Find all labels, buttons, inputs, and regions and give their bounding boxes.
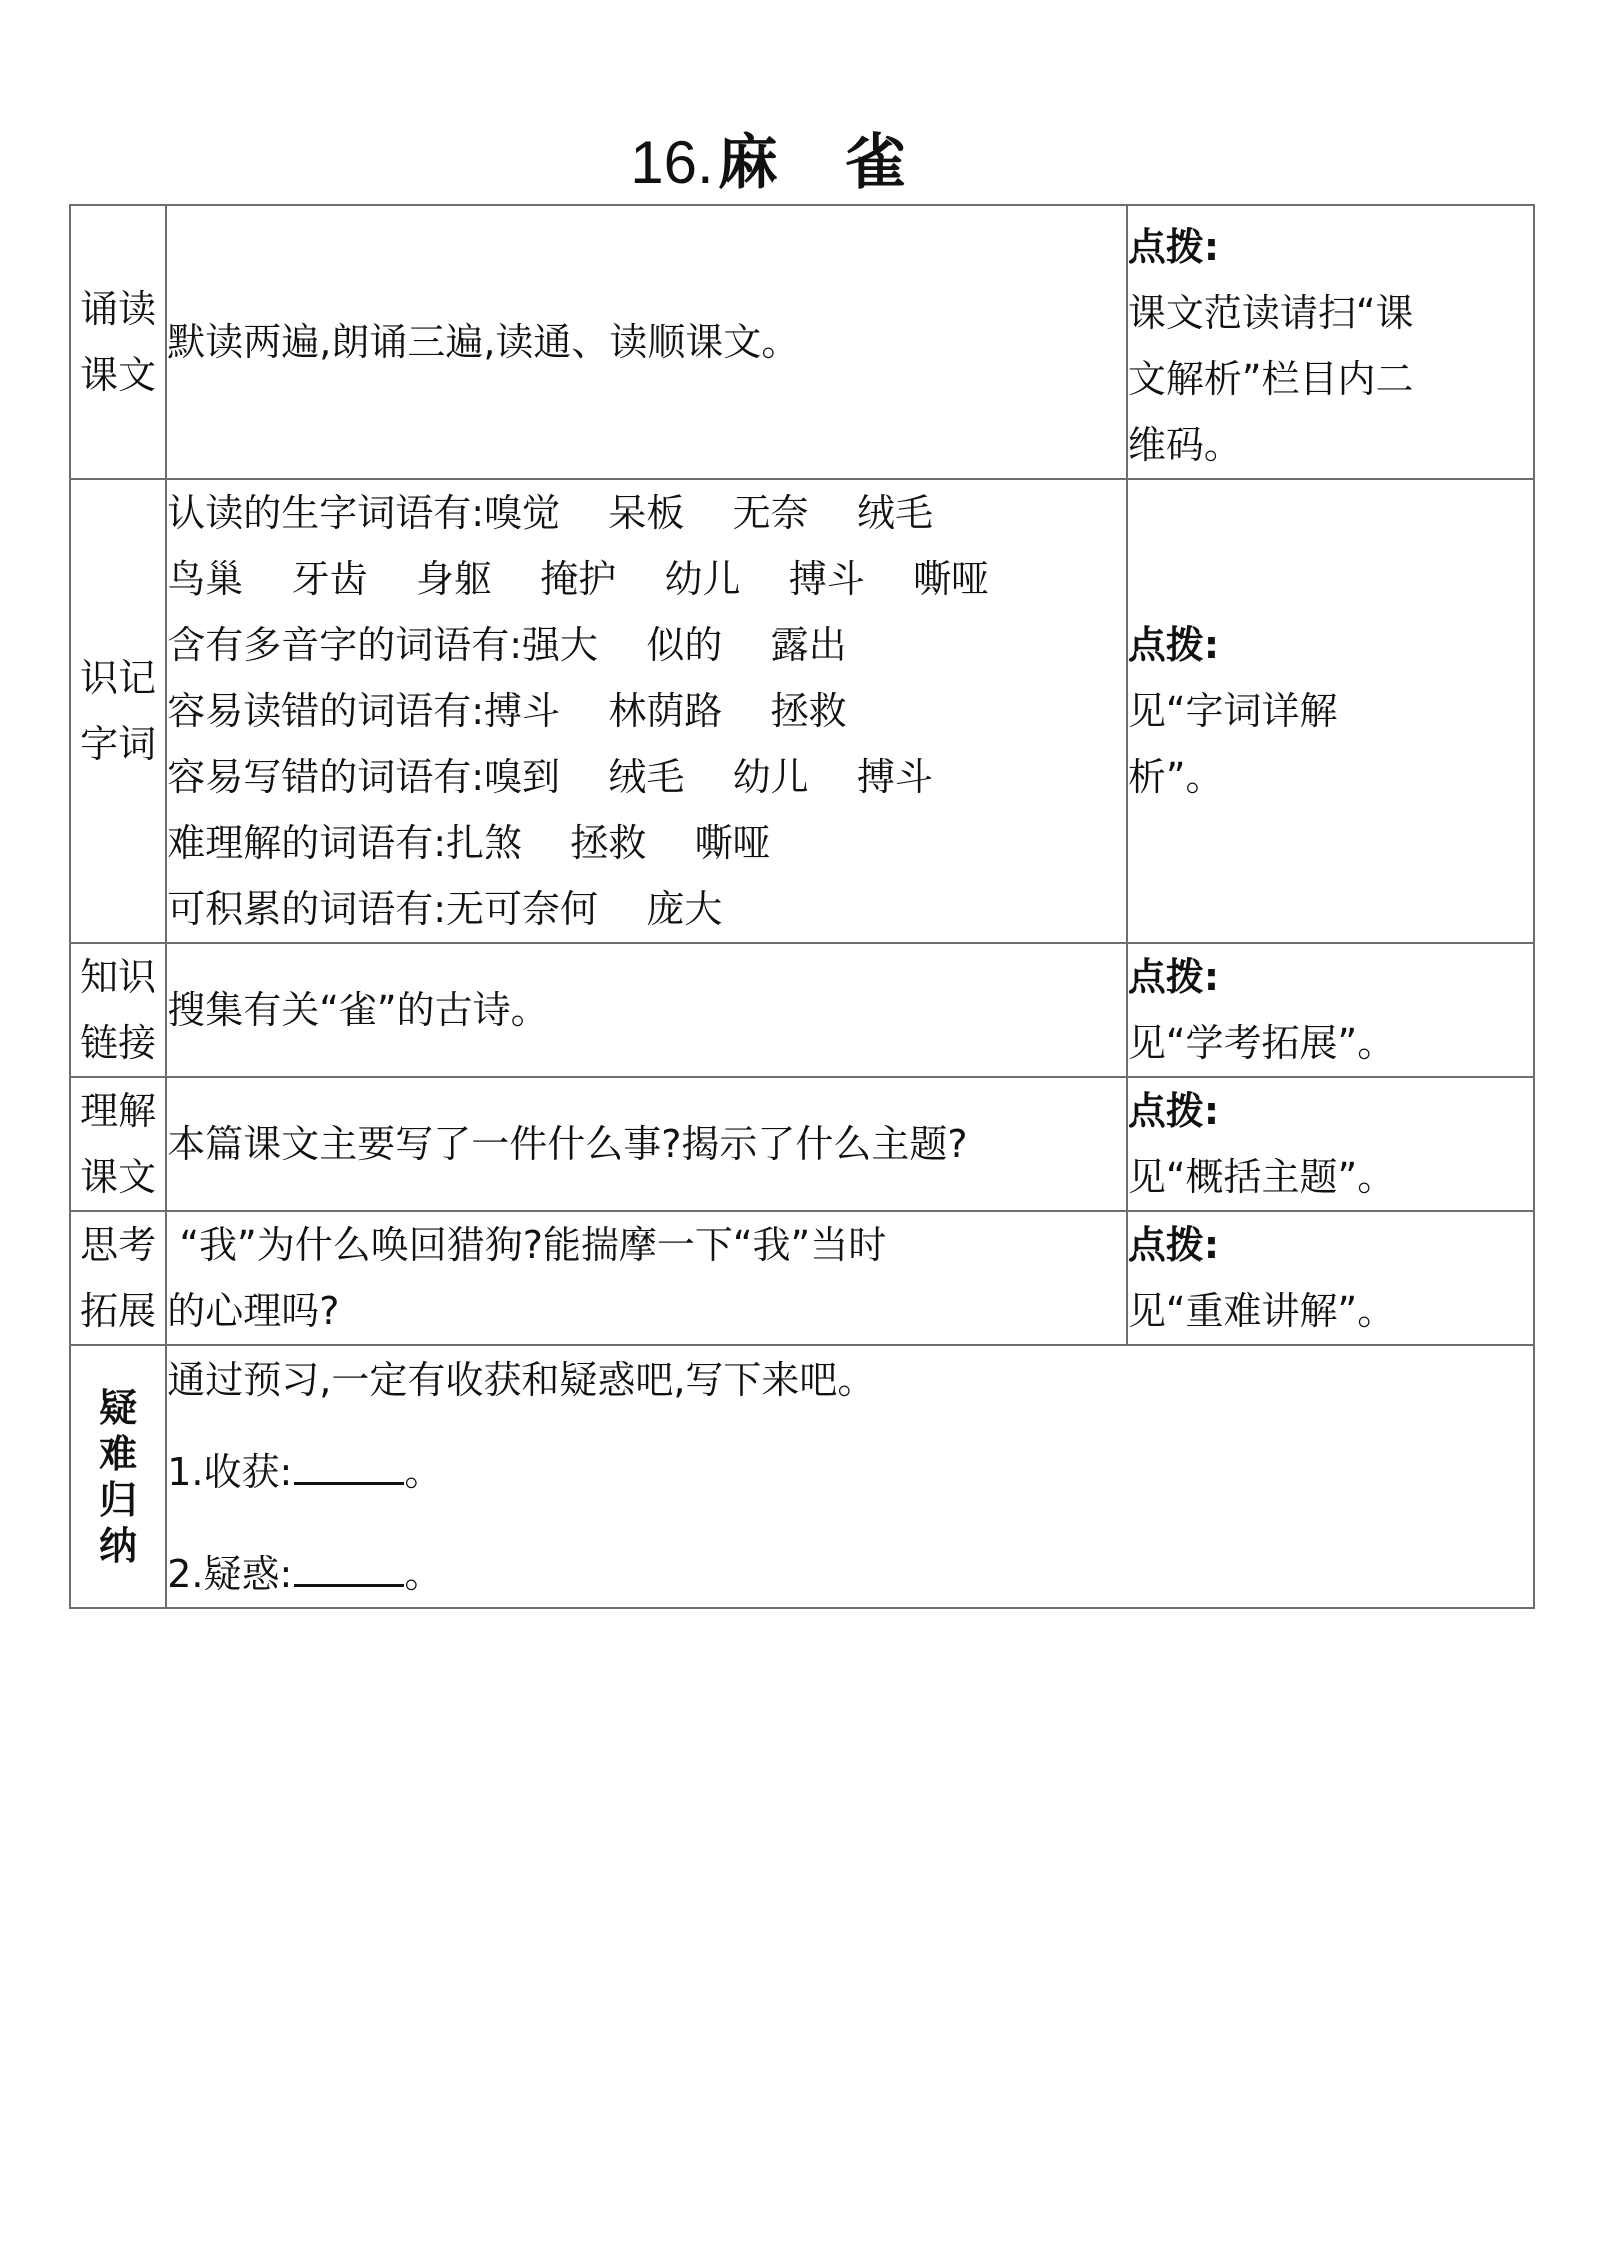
content-line: 认读的生字词语有:嗅觉 呆板 无奈 绒毛: [167, 491, 934, 535]
row-label-line: 课文: [80, 353, 157, 397]
row-label-line: 拓展: [80, 1289, 157, 1333]
content-line: 可积累的词语有:无可奈何 庞大: [167, 887, 723, 931]
content-line: 容易写错的词语有:嗅到 绒毛 幼儿 搏斗: [167, 755, 934, 799]
row-content: [166, 479, 1127, 943]
tip-line: 见“概括主题”。: [1127, 1155, 1396, 1199]
gain-label: 1.收获:: [167, 1450, 293, 1494]
row-content: [166, 205, 1127, 479]
table-row: [70, 943, 1534, 1077]
doubt-line: [167, 1542, 1533, 1606]
row-tip: [1127, 205, 1534, 479]
table-row: [70, 1077, 1534, 1211]
row-label-line: 思考: [80, 1223, 157, 1267]
content-line: 默读两遍,朗诵三遍,读通、读顺课文。: [167, 320, 800, 364]
gain-answer-blank[interactable]: [294, 1444, 404, 1485]
study-table: [69, 204, 1535, 1609]
tip-line: 见“学考拓展”。: [1127, 1021, 1396, 1065]
content-line: 难理解的词语有:扎煞 拯救 嘶哑: [167, 821, 771, 865]
row-label-char: 疑: [99, 1385, 138, 1430]
tip-head: 点拨:: [1127, 1223, 1220, 1267]
content-line: 容易读错的词语有:搏斗 林荫路 拯救: [167, 689, 847, 733]
content-line: “我”为什么唤回猎狗?能揣摩一下“我”当时: [167, 1223, 887, 1267]
row-tip: [1127, 1211, 1534, 1345]
table-row: [70, 1345, 1534, 1608]
row-content: [166, 1211, 1127, 1345]
row-label-line: 字词: [80, 722, 157, 766]
summary-intro: 通过预习,一定有收获和疑惑吧,写下来吧。: [167, 1358, 876, 1402]
tip-line: 课文范读请扫“课: [1127, 291, 1414, 335]
gain-line: [167, 1440, 1533, 1504]
row-label: [70, 205, 166, 479]
row-label: [70, 1345, 166, 1608]
tip-head: 点拨:: [1127, 955, 1220, 999]
table-row: [70, 205, 1534, 479]
row-content: [166, 943, 1127, 1077]
tip-line: 文解析”栏目内二: [1127, 357, 1414, 401]
tip-line: 见“重难讲解”。: [1127, 1289, 1396, 1333]
tip-line: 见“字词详解: [1127, 689, 1338, 733]
tip-head: 点拨:: [1127, 225, 1220, 269]
row-tip: [1127, 479, 1534, 943]
doubt-answer-blank[interactable]: [294, 1546, 404, 1587]
row-label-line: 识记: [80, 656, 157, 700]
row-tip: [1127, 1077, 1534, 1211]
tip-line: 析”。: [1127, 755, 1224, 799]
row-content: [166, 1077, 1127, 1211]
row-label-char: 难: [99, 1431, 138, 1476]
lesson-name: 麻雀: [717, 128, 974, 198]
content-line: 搜集有关“雀”的古诗。: [167, 988, 549, 1032]
lesson-number: 16.: [630, 129, 714, 196]
table-row: [70, 1211, 1534, 1345]
row-label-line: 诵读: [80, 287, 157, 331]
tip-head: 点拨:: [1127, 623, 1220, 667]
page-title: [0, 120, 1604, 206]
tip-head: 点拨:: [1127, 1089, 1220, 1133]
tip-line: 维码。: [1127, 423, 1242, 467]
row-tip: [1127, 943, 1534, 1077]
row-label: [70, 943, 166, 1077]
row-label-char: 纳: [99, 1523, 138, 1568]
row-label: [70, 1077, 166, 1211]
row-label-line: 理解: [80, 1089, 157, 1133]
doubt-end: 。: [404, 1552, 443, 1596]
row-label-char: 归: [99, 1477, 138, 1522]
row-label: [70, 479, 166, 943]
content-line: 的心理吗?: [167, 1289, 340, 1333]
row-label-line: 知识: [80, 955, 157, 999]
doubt-label: 2.疑惑:: [167, 1552, 293, 1596]
content-line: 含有多音字的词语有:强大 似的 露出: [167, 623, 847, 667]
row-label: [70, 1211, 166, 1345]
row-label-line: 链接: [80, 1021, 157, 1065]
content-line: 鸟巢 牙齿 身躯 掩护 幼儿 搏斗 嘶哑: [167, 557, 990, 601]
row-label-line: 课文: [80, 1155, 157, 1199]
gain-end: 。: [404, 1450, 443, 1494]
content-line: 本篇课文主要写了一件什么事?揭示了什么主题?: [167, 1122, 968, 1166]
table-row: [70, 479, 1534, 943]
summary-content: [166, 1345, 1534, 1608]
